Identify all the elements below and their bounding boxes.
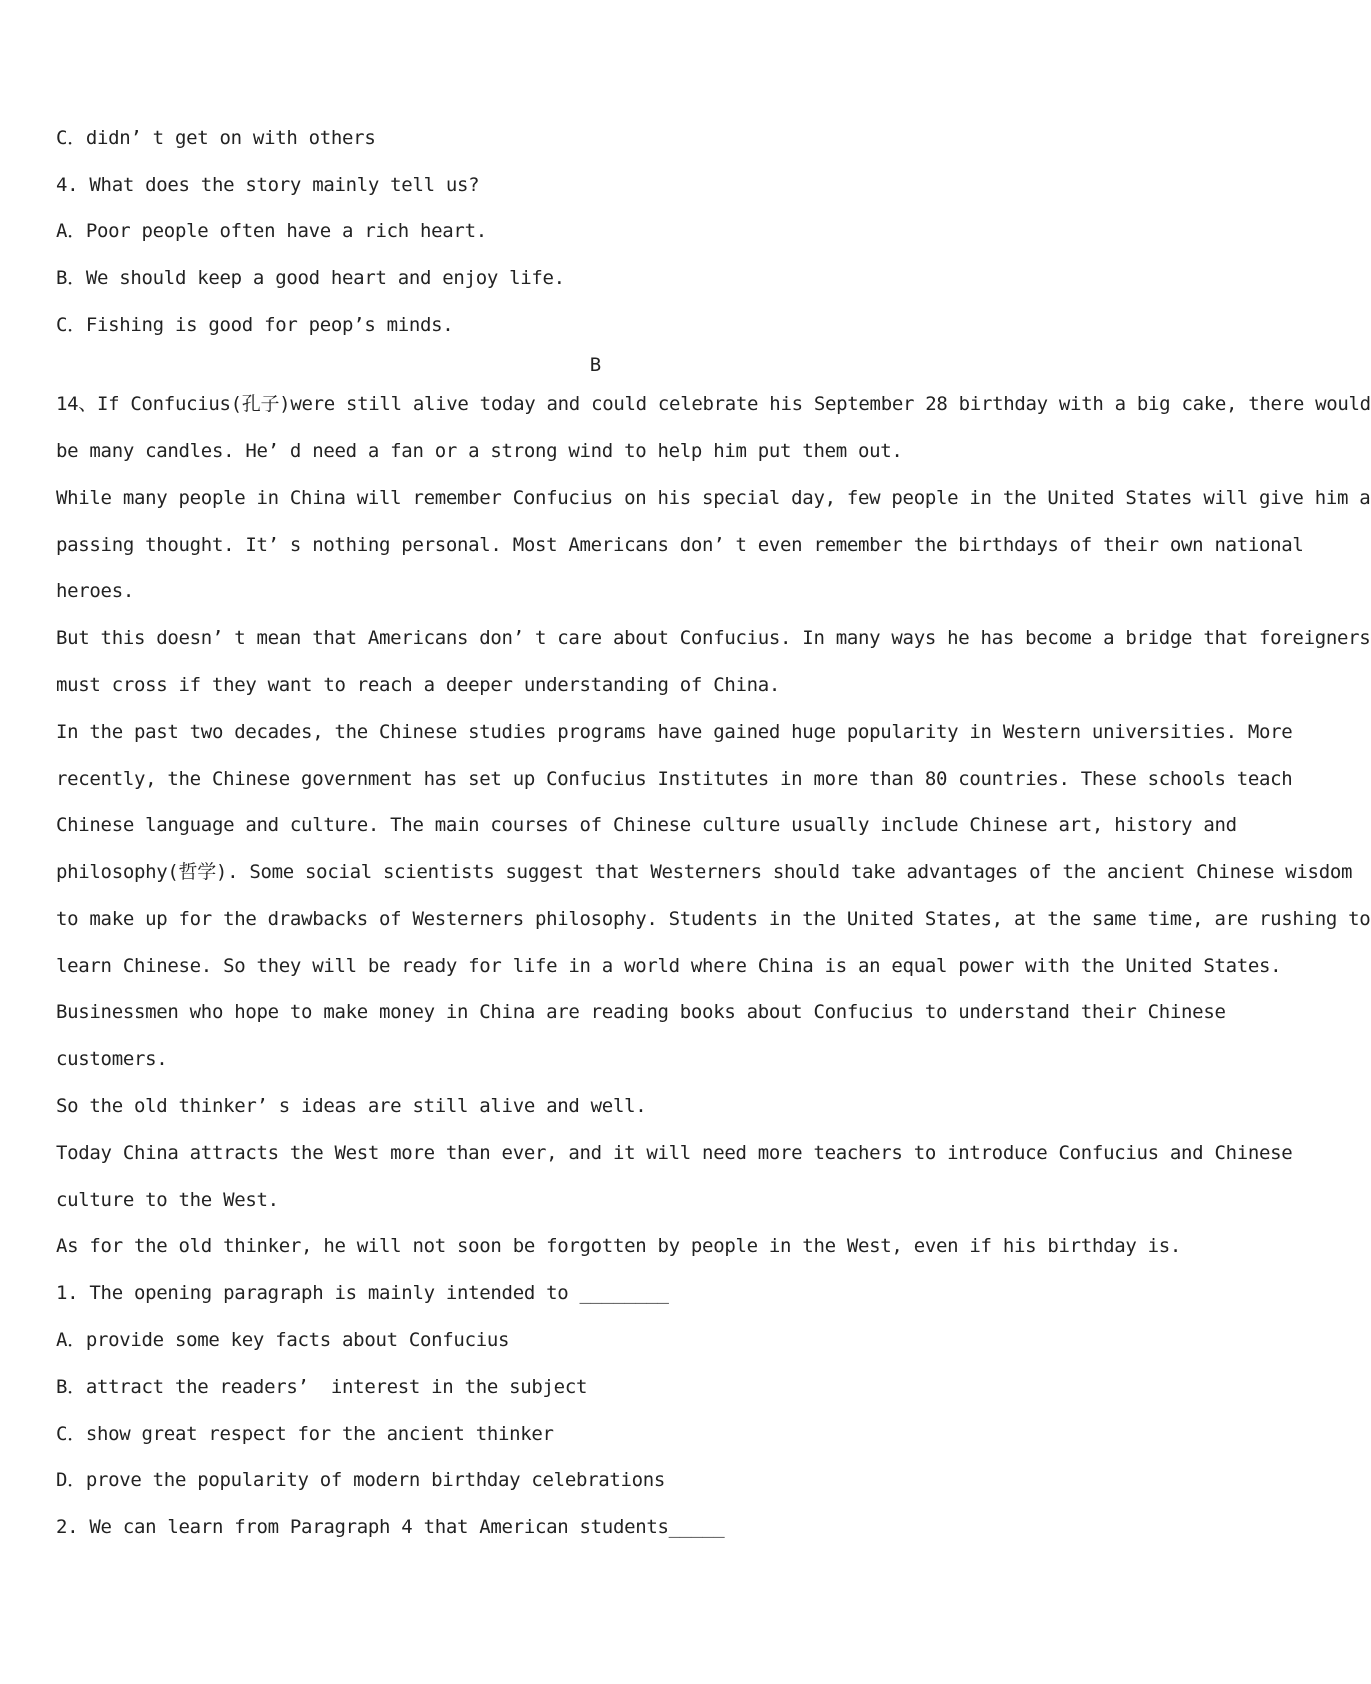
question-1: 1. The opening paragraph is mainly intended to ________ [56,1282,669,1304]
section-heading: B [589,354,602,376]
passage-line: Businessmen who hope to make money in China are reading books about Confucius to understand their Chinese [56,1001,1226,1023]
option-c-line: C．didn’ t get on with others [56,127,376,149]
passage-line: Chinese language and culture. The main courses of Chinese culture usually include Chinese art, history and [56,814,1237,836]
passage-line: must cross if they want to reach a deeper understanding of China. [56,674,781,696]
passage-line: As for the old thinker, he will not soon be forgotten by people in the West, even if his birthday is. [56,1235,1182,1257]
question-2: 2. We can learn from Paragraph 4 that American students_____ [56,1516,725,1538]
passage-line: So the old thinker’ s ideas are still alive and well. [56,1095,647,1117]
passage-line: In the past two decades, the Chinese studies programs have gained huge popularity in Western universities. More [56,721,1293,743]
passage-line: While many people in China will remember Confucius on his special day, few people in the United States will give him a [56,487,1371,509]
passage-line: customers. [56,1048,168,1070]
option-a-line: A．Poor people often have a rich heart. [56,220,487,242]
passage-line: Today China attracts the West more than ever, and it will need more teachers to introduce Confucius and Chinese [56,1142,1293,1164]
option-c-line: C．show great respect for the ancient thinker [56,1423,554,1445]
passage-line: 14、If Confucius(孔子)were still alive today and could celebrate his September 28 birthday with a big cake, there would [56,393,1371,415]
option-a-line: A．provide some key facts about Confucius [56,1329,510,1351]
passage-line: culture to the West. [56,1189,279,1211]
passage-line: But this doesn’ t mean that Americans don’ t care about Confucius. In many ways he has become a bridge that foreigners [56,627,1371,649]
option-b-line: B．attract the readers’ interest in the subject [56,1376,588,1398]
option-b-line: B．We should keep a good heart and enjoy life. [56,267,565,289]
passage-line: recently, the Chinese government has set up Confucius Institutes in more than 80 countries. These schools teach [56,768,1293,790]
passage-line: passing thought. It’ s nothing personal. Most Americans don’ t even remember the birthdays of their own national [56,534,1304,556]
passage-line: learn Chinese. So they will be ready for life in a world where China is an equal power with the United States. [56,955,1282,977]
passage-line: to make up for the drawbacks of Westerners philosophy. Students in the United States, at the same time, are rushing to [56,908,1371,930]
passage-line: heroes. [56,580,134,602]
option-c-line: C．Fishing is good for peop’s minds. [56,314,454,336]
passage-line: philosophy(哲学). Some social scientists suggest that Westerners should take advantages of the ancient Chinese wisdom [56,861,1353,883]
question-4: 4. What does the story mainly tell us? [56,174,480,196]
passage-line: be many candles. He’ d need a fan or a strong wind to help him put them out. [56,440,903,462]
option-d-line: D．prove the popularity of modern birthday celebrations [56,1469,666,1491]
